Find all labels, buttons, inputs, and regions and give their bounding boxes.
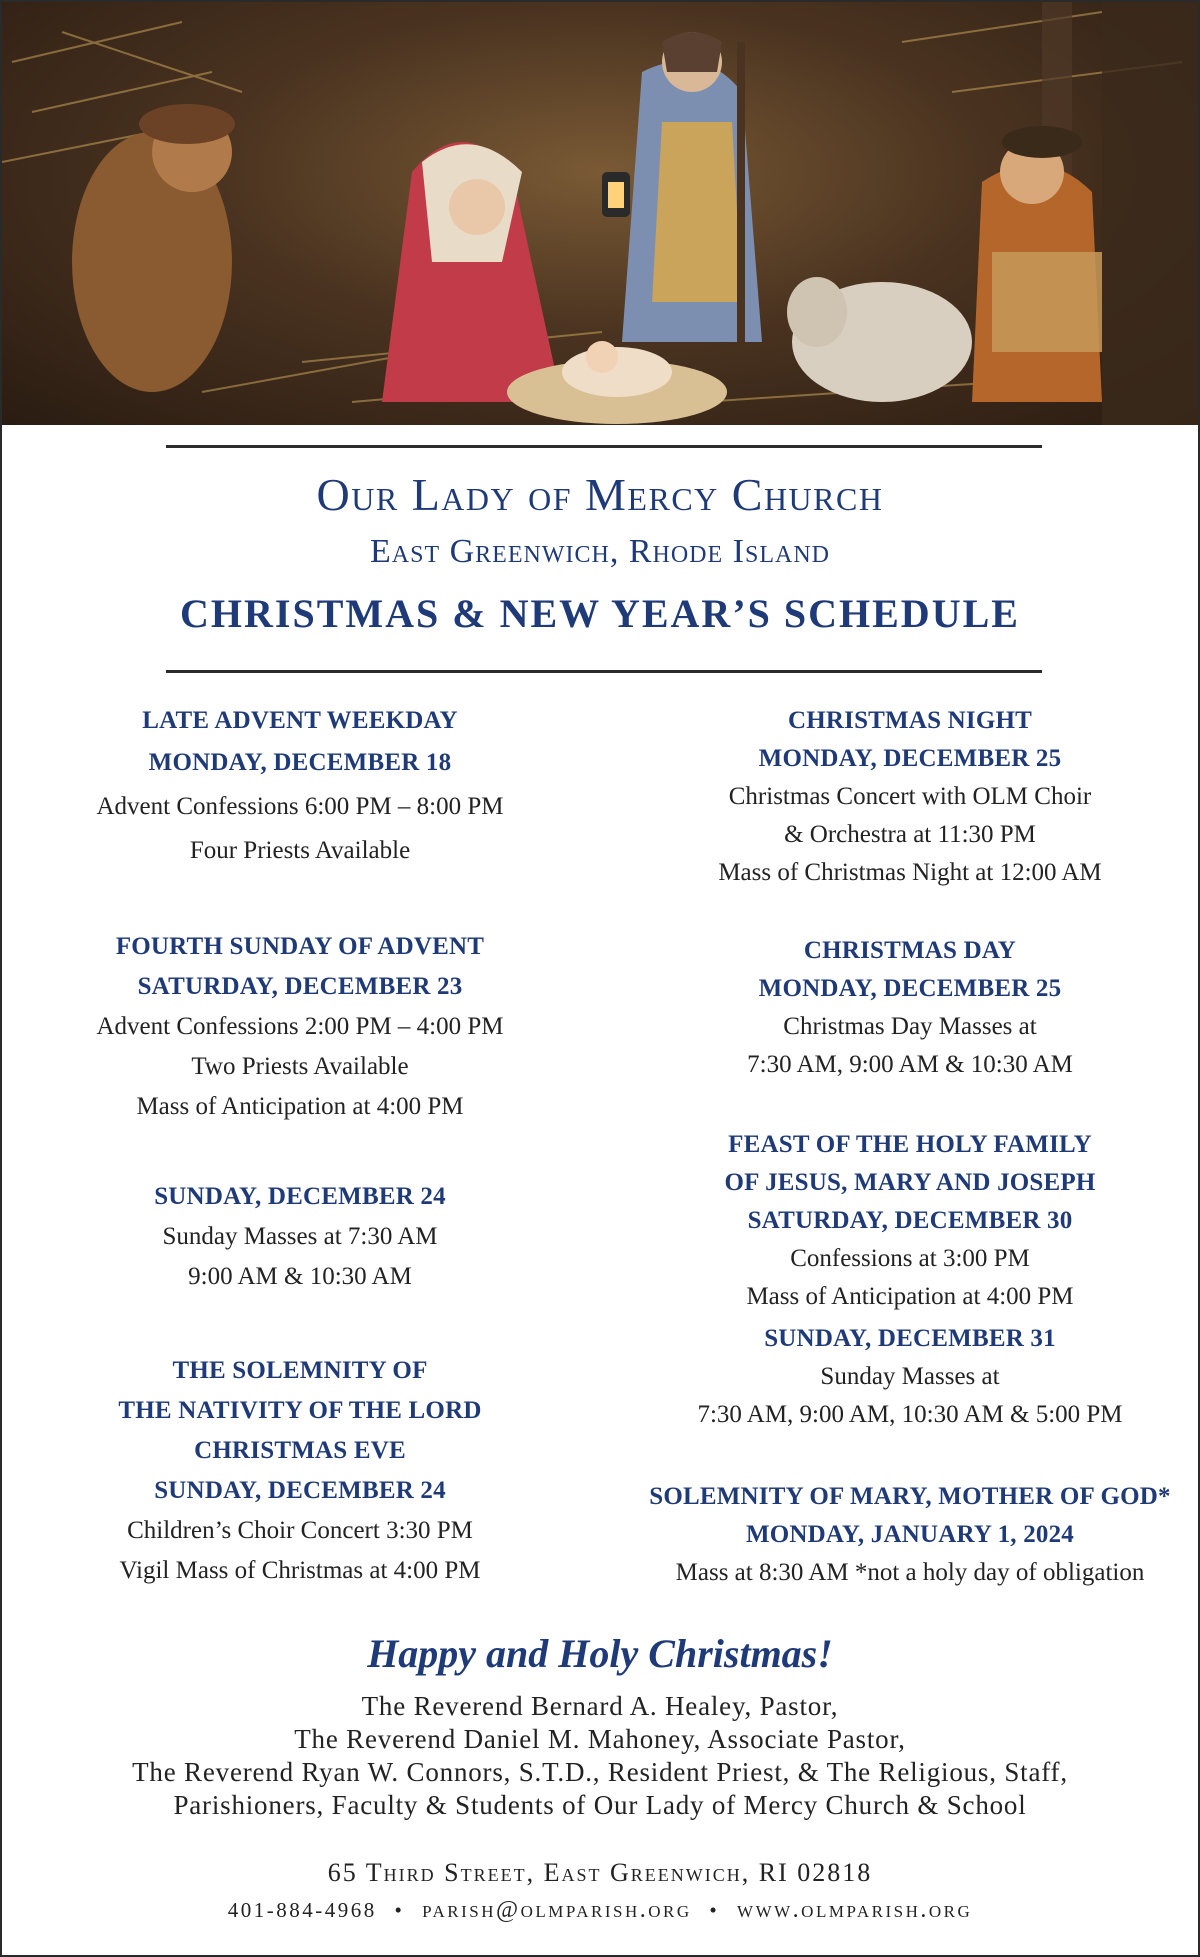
event-detail: Mass of Anticipation at 4:00 PM (746, 1283, 1074, 1310)
event-sunday-dec-24 (40, 1178, 560, 1296)
event-heading: FEAST OF THE HOLY FAMILY (728, 1131, 1092, 1158)
signature-line: The Reverend Daniel M. Mahoney, Associate Pastor, (294, 1724, 906, 1754)
phone-number[interactable]: 401-884-4968 (227, 1898, 377, 1922)
signature-line: Parishioners, Faculty & Students of Our Lady of Mercy Church & School (173, 1790, 1027, 1820)
separator-dot: • (709, 1898, 720, 1922)
event-heading: CHRISTMAS DAY (803, 937, 1017, 964)
website-link[interactable]: www.olmparish.org (737, 1897, 973, 1923)
event-detail: Two Priests Available (191, 1053, 409, 1080)
event-date: MONDAY, DECEMBER 18 (148, 749, 452, 776)
event-fourth-sunday-advent (40, 928, 560, 1126)
church-name: Our Lady of Mercy Church (316, 469, 884, 520)
signature-line: The Reverend Bernard A. Healey, Pastor, (361, 1691, 839, 1721)
event-heading: THE NATIVITY OF THE LORD (118, 1397, 482, 1424)
event-heading: CHRISTMAS EVE (194, 1437, 406, 1464)
event-sunday-dec-31 (640, 1320, 1180, 1434)
christmas-greeting: Happy and Holy Christmas! (367, 1631, 833, 1676)
event-heading: LATE ADVENT WEEKDAY (142, 707, 458, 734)
bottom-rule (166, 670, 1042, 673)
event-detail: Mass of Christmas Night at 12:00 AM (718, 859, 1102, 886)
event-detail: & Orchestra at 11:30 PM (784, 821, 1036, 848)
event-detail: Christmas Day Masses at (783, 1013, 1037, 1040)
event-heading: CHRISTMAS NIGHT (787, 707, 1032, 734)
signature-line: The Reverend Ryan W. Connors, S.T.D., Resident Priest, & The Religious, Staff, (132, 1757, 1068, 1787)
event-date: SUNDAY, DECEMBER 31 (764, 1325, 1056, 1352)
event-date: SUNDAY, DECEMBER 24 (154, 1477, 446, 1504)
event-detail: Vigil Mass of Christmas at 4:00 PM (119, 1557, 481, 1584)
event-detail: Advent Confessions 6:00 PM – 8:00 PM (96, 793, 504, 820)
event-date: SUNDAY, DECEMBER 24 (154, 1183, 446, 1210)
separator-dot: • (394, 1898, 405, 1922)
event-detail: Mass of Anticipation at 4:00 PM (136, 1093, 464, 1120)
event-detail: Four Priests Available (189, 837, 411, 864)
event-heading: FOURTH SUNDAY OF ADVENT (115, 933, 485, 960)
event-late-advent-weekday (40, 702, 560, 870)
event-date: SATURDAY, DECEMBER 30 (747, 1207, 1073, 1234)
event-detail: Sunday Masses at (820, 1363, 1000, 1390)
event-detail: Confessions at 3:00 PM (790, 1245, 1030, 1272)
event-detail: 7:30 AM, 9:00 AM & 10:30 AM (747, 1051, 1073, 1078)
nativity-scene-image (2, 2, 1198, 425)
event-christmas-night (640, 702, 1180, 892)
email-link[interactable]: parish@olmparish.org (422, 1897, 692, 1923)
schedule-title: CHRISTMAS & NEW YEAR’S SCHEDULE (180, 591, 1020, 636)
parish-address: 65 Third Street, East Greenwich, RI 02818 (327, 1858, 873, 1887)
event-date: MONDAY, DECEMBER 25 (758, 975, 1062, 1002)
event-date: MONDAY, DECEMBER 25 (758, 745, 1062, 772)
top-rule (166, 445, 1042, 448)
event-detail: Sunday Masses at 7:30 AM (162, 1223, 438, 1250)
event-date: MONDAY, JANUARY 1, 2024 (745, 1521, 1075, 1548)
event-nativity-christmas-eve (40, 1352, 560, 1590)
contact-line (0, 1897, 1200, 1924)
event-date: SATURDAY, DECEMBER 23 (137, 973, 463, 1000)
event-detail: Christmas Concert with OLM Choir (728, 783, 1092, 810)
event-mary-mother-of-god (640, 1478, 1180, 1592)
event-christmas-day (640, 932, 1180, 1084)
event-detail: 9:00 AM & 10:30 AM (188, 1263, 412, 1290)
event-detail: 7:30 AM, 9:00 AM, 10:30 AM & 5:00 PM (697, 1401, 1123, 1428)
event-detail: Advent Confessions 2:00 PM – 4:00 PM (96, 1013, 504, 1040)
church-location: East Greenwich, Rhode Island (370, 533, 830, 570)
event-detail: Children’s Choir Concert 3:30 PM (127, 1517, 473, 1544)
event-holy-family (640, 1126, 1180, 1316)
event-detail: Mass at 8:30 AM *not a holy day of obligation (675, 1559, 1145, 1586)
event-heading: THE SOLEMNITY OF (172, 1357, 428, 1384)
event-heading: SOLEMNITY OF MARY, MOTHER OF GOD* (649, 1483, 1171, 1510)
event-heading: OF JESUS, MARY AND JOSEPH (724, 1169, 1096, 1196)
